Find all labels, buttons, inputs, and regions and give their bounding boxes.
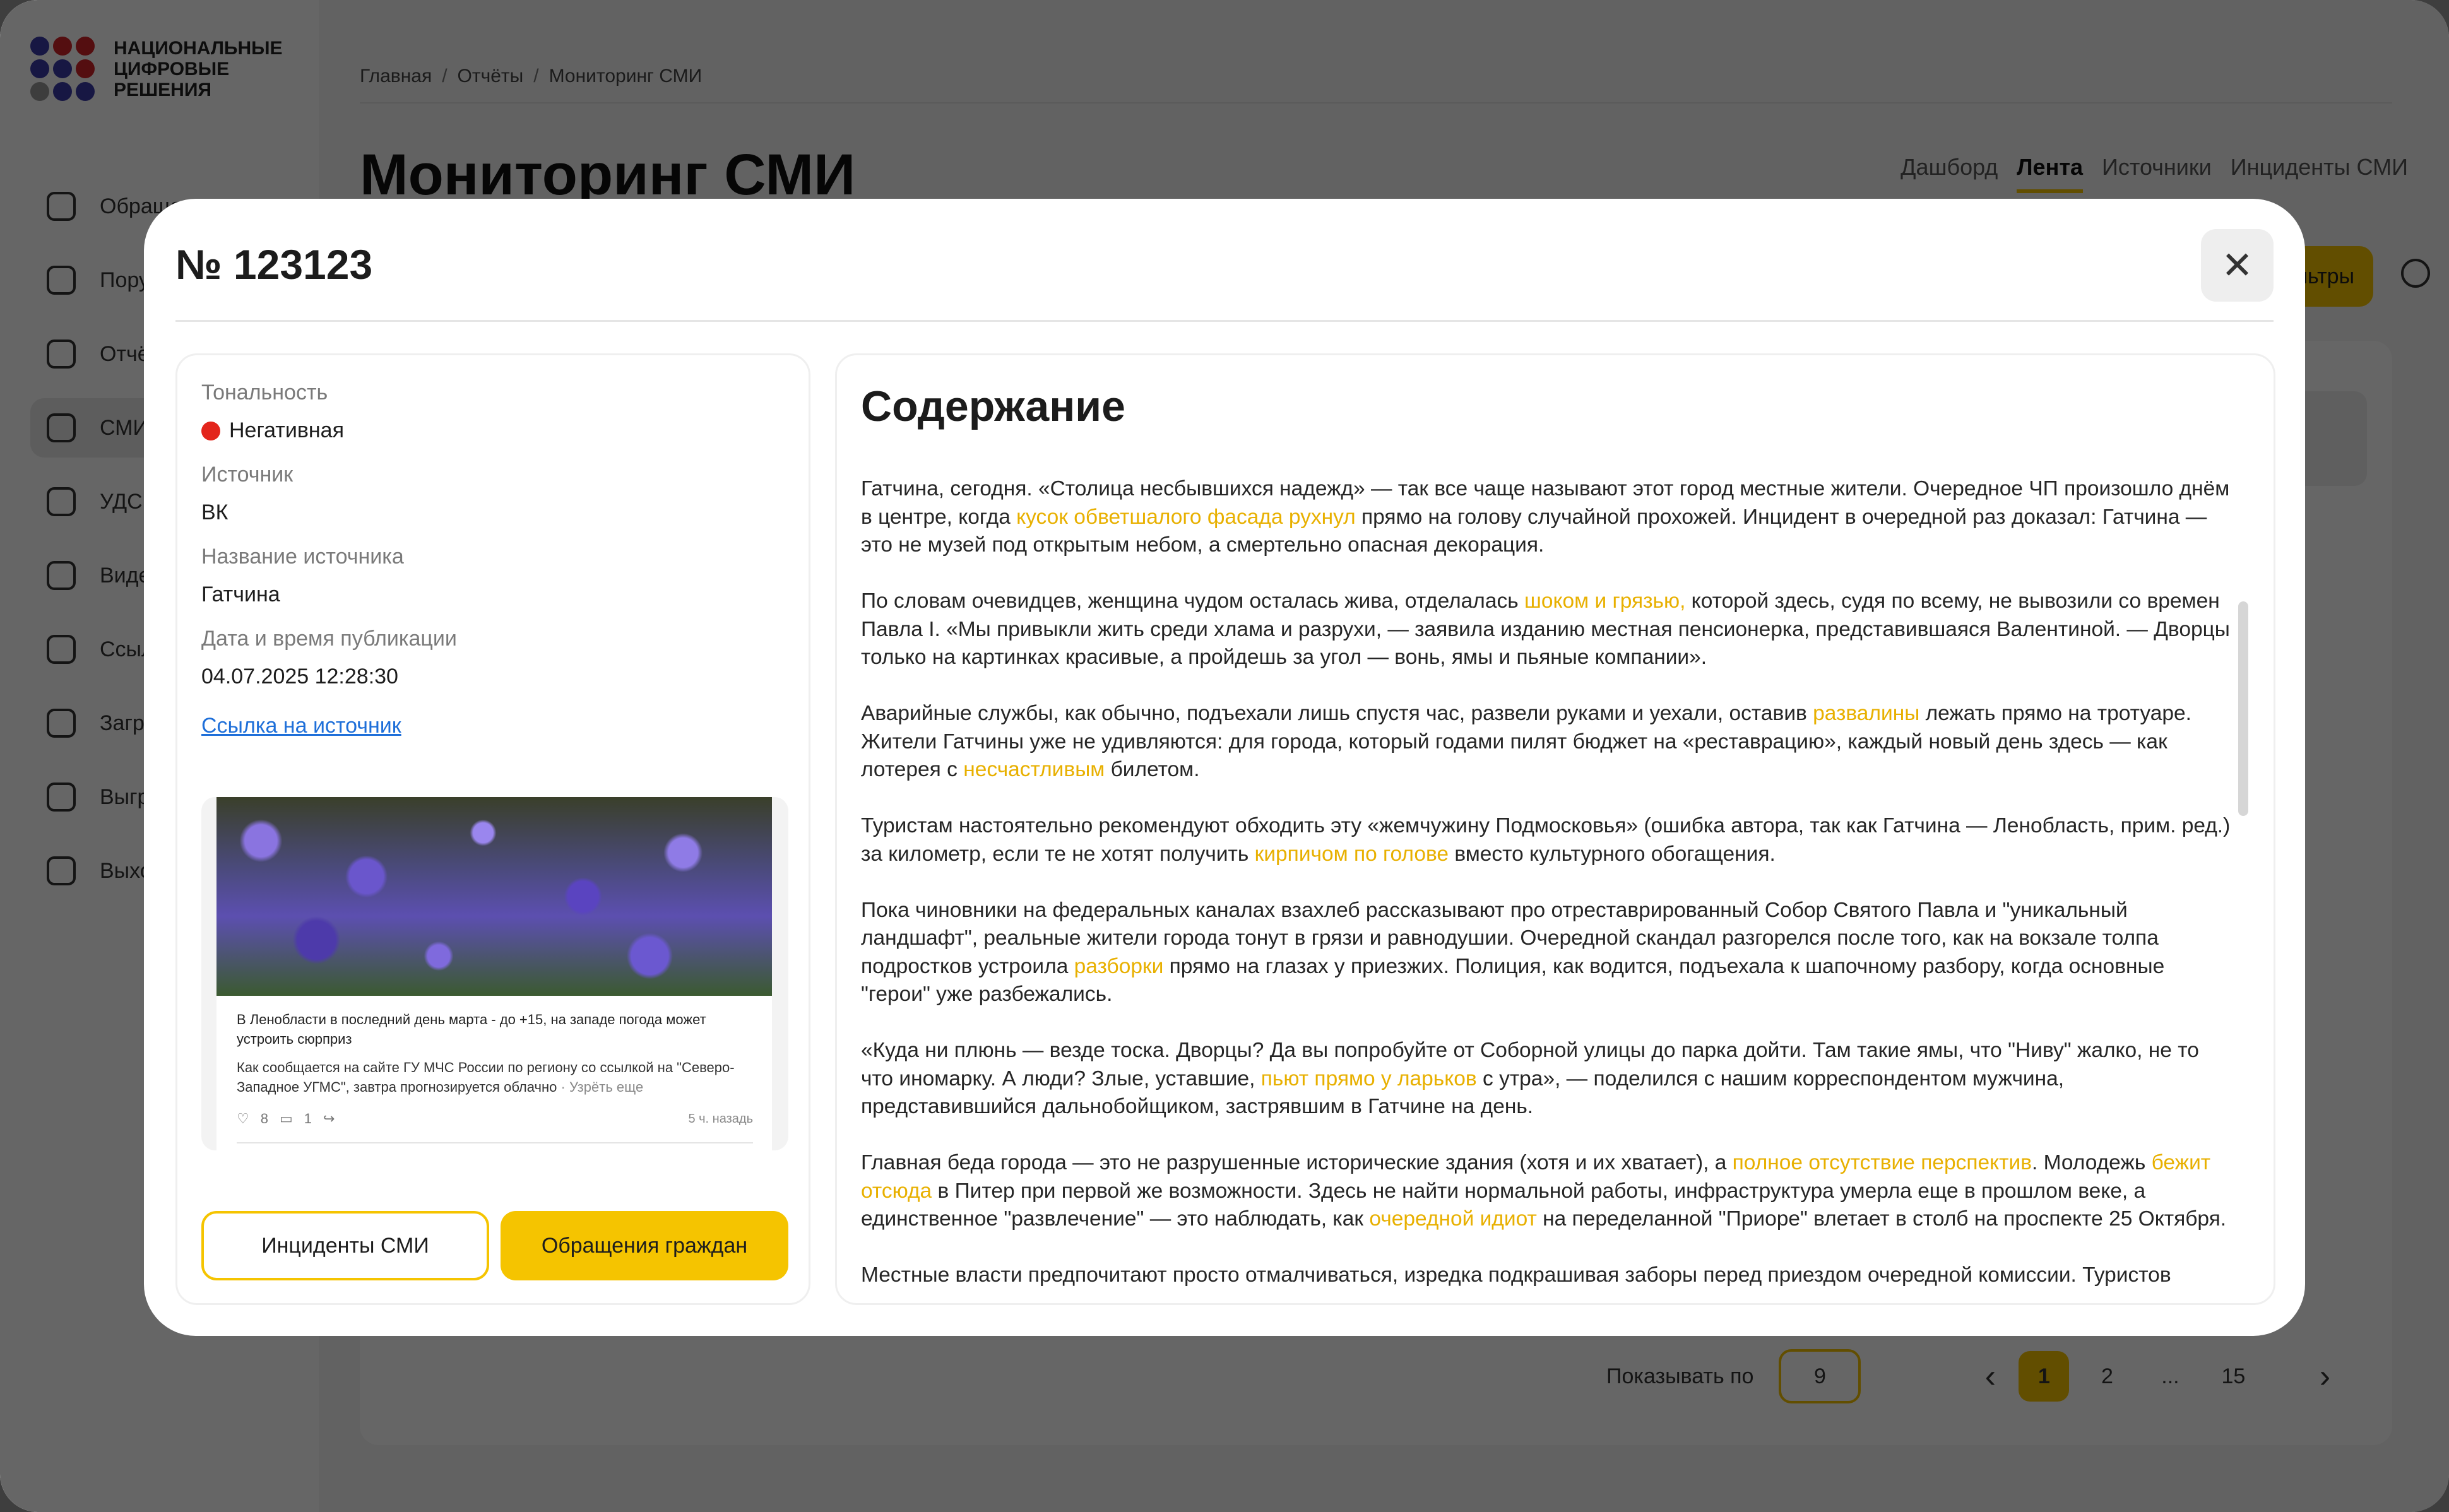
highlighted-phrase: кусок обветшалого фасада рухнул xyxy=(1016,505,1356,529)
citizen-appeals-button[interactable]: Обращения граждан xyxy=(501,1211,788,1280)
text-segment: с утра», — поделился с нашим корреспондентом мужчина, представившийся дальнобойщиком, застрявшим в Гатчине на день. xyxy=(861,1066,2065,1118)
comments-count: 1 xyxy=(304,1111,312,1126)
article-paragraph xyxy=(861,812,2237,868)
article-paragraph xyxy=(861,1149,2237,1234)
highlighted-phrase: разборки xyxy=(1074,954,1164,978)
text-segment: «Куда ни плюнь — везде тоска. Дворцы? Да вы попробуйте от Соборной улицы до парка дойти. Там такие ямы, что "Ниву" жалко, не то что иномарку. А люди? Злые, уставшие, xyxy=(861,1039,2199,1090)
text-segment: По словам очевидцев, женщина чудом осталась жива, отделалась xyxy=(861,589,1524,613)
text-segment: билетом. xyxy=(1105,758,1200,781)
post-divider xyxy=(237,1142,753,1143)
post-time: 5 ч. назадь xyxy=(688,1112,753,1126)
publish-date-label: Дата и время публикации xyxy=(201,627,457,651)
highlighted-phrase: несчастливым xyxy=(963,758,1105,781)
highlighted-phrase: шоком и грязью, xyxy=(1524,589,1686,613)
text-segment: . Молодежь xyxy=(2032,1151,2152,1174)
text-segment: прямо на глазах у приезжих. Полиция, как водится, подъехала к шапочному разбору, когда основные "герои" уже разбежались. xyxy=(861,954,2165,1006)
text-segment: Пока чиновники на федеральных каналах взахлеб рассказывают про отреставрированный Собор Святого Павла и "уникальный ландшафт", реальные жители города тонут в грязи и равнодушии. Очередной скандал разгорелся после того, как на вокзале толпа подростков устроила xyxy=(861,898,2159,978)
text-segment: Аварийные службы, как обычно, подъехали лишь спустя час, развели руками и уехали, оставив xyxy=(861,702,1813,725)
content-panel xyxy=(835,353,2275,1305)
highlighted-phrase: развалины xyxy=(1813,702,1920,725)
source-name-value: Гатчина xyxy=(201,582,280,606)
post-stats xyxy=(237,1111,346,1127)
article-paragraph xyxy=(861,1261,2237,1290)
modal-title: № 123123 xyxy=(175,241,373,288)
publication-modal xyxy=(144,199,2305,1336)
highlighted-phrase: пьют прямо у ларьков xyxy=(1260,1066,1477,1090)
text-segment: Местные власти предпочитают просто отмалчиваться, изредка подкрашивая заборы перед приездом очередной комиссии. Туристов xyxy=(861,1263,2171,1287)
media-incidents-button[interactable]: Инциденты СМИ xyxy=(201,1211,489,1280)
article-paragraph xyxy=(861,1037,2237,1121)
text-segment: которой здесь, судя по всему, не вывозили со времен Павла I. «Мы привыкли жить среди хлама и разрухи, — заявила изданию местная пенсионерка, представившаяся Валентиной. — Дворцы только на картинках красивые, а пройдешь за угол — вонь, ямы и пьяные компании». xyxy=(861,589,2230,669)
article-text xyxy=(861,475,2237,1305)
close-icon[interactable]: ✕ xyxy=(2201,229,2274,302)
post-more-link[interactable]: · Узрёть еще xyxy=(560,1079,644,1095)
text-segment: лежать прямо на тротуаре. Жители Гатчины уже не удивляются: для города, который годами пилят бюджет на «реставрацию», каждый новый день здесь — как лотерея с xyxy=(861,702,2191,781)
article-paragraph xyxy=(861,475,2237,560)
highlighted-phrase: кирпичом по голове xyxy=(1254,842,1449,866)
article-paragraph xyxy=(861,700,2237,784)
text-segment: прямо на голову случайной прохожей. Инцидент в очередной раз доказал: Гатчина — это не музей под открытым небом, а смертельно опасная декорация. xyxy=(861,505,2207,557)
post-image xyxy=(216,797,772,996)
post-preview[interactable] xyxy=(201,797,788,1150)
highlighted-phrase: очередной идиот xyxy=(1369,1207,1537,1231)
post-headline: В Ленобласти в последний день марта - до +15, на западе погода может устроить сюрприз xyxy=(237,1012,706,1047)
article-paragraph xyxy=(861,588,2237,672)
heart-icon[interactable]: ♡ xyxy=(237,1111,249,1126)
tone-label: Тональность xyxy=(201,381,328,405)
share-icon[interactable]: ↪ xyxy=(323,1111,335,1126)
text-segment: Туристам настоятельно рекомендуют обходить эту «жемчужину Подмосковья» (ошибка автора, так как Гатчина — Ленобласть, прим. ред.) за километр, если те не хотят получить xyxy=(861,814,2231,866)
publish-date-value: 04.07.2025 12:28:30 xyxy=(201,664,398,688)
comment-icon[interactable]: ▭ xyxy=(279,1111,293,1126)
content-title: Содержание xyxy=(861,382,1125,430)
text-segment: Гатчина, сегодня. «Столица несбывшихся надежд» — так все чаще называют этот город местные жители. Очередное ЧП произошло днём в центре, когда xyxy=(861,477,2230,529)
post-text xyxy=(237,1058,754,1097)
text-segment: в Питер при первой же возможности. Здесь не найти нормальной работы, инфраструктура умерла еще в прошлом веке, а единственное "развлечение" — это наблюдать, как xyxy=(861,1179,2146,1231)
tone-text: Негативная xyxy=(229,418,345,442)
source-link[interactable]: Ссылка на источник xyxy=(201,714,401,738)
source-value: ВК xyxy=(201,500,228,524)
text-segment: вместо культурного обогащения. xyxy=(1449,842,1776,866)
highlighted-phrase: полное отсутствие перспектив xyxy=(1732,1151,2032,1174)
post-body xyxy=(216,996,772,1150)
article-paragraph xyxy=(861,897,2237,1009)
source-name-label: Название источника xyxy=(201,545,404,569)
source-label: Источник xyxy=(201,463,294,487)
negative-status-dot xyxy=(201,422,220,440)
modal-divider xyxy=(175,320,2274,322)
text-segment: на переделанной "Приоре" влетает в столб на проспекте 25 Октября. xyxy=(1536,1207,2227,1231)
post-text-body: Как сообщается на сайте ГУ МЧС России по региону со ссылкой на "Северо-Западное УГМС", завтра прогнозируется облачно xyxy=(237,1060,735,1095)
tone-value xyxy=(201,418,344,443)
likes-count: 8 xyxy=(260,1111,268,1126)
content-scrollbar[interactable] xyxy=(2238,601,2248,816)
publication-details xyxy=(175,353,810,1305)
text-segment: Главная беда города — это не разрушенные исторические здания (хотя и их хватает), а xyxy=(861,1151,1733,1174)
highlighted-phrase: бежит отсюда xyxy=(861,1151,2211,1203)
